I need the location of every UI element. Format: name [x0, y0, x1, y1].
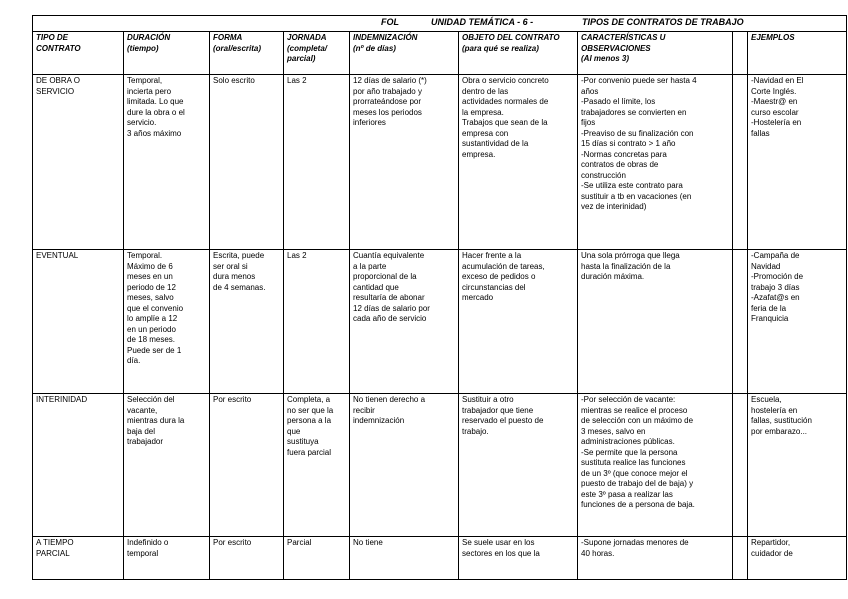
cell-line: de 4 semanas.: [213, 282, 266, 292]
cell-line: Temporal.: [127, 251, 163, 260]
cell-jornada: [284, 75, 350, 250]
cell-line: dentro de las: [462, 86, 509, 96]
cell-line: día.: [127, 356, 141, 365]
title-row: [33, 16, 847, 32]
cell-caracteristicas: [578, 250, 733, 394]
cell-line: Escrita, puede: [213, 251, 265, 260]
table-row: [33, 250, 847, 394]
cell-ejemplos: [748, 75, 847, 250]
cell-line: OBSERVACIONES: [581, 43, 651, 53]
cell-line: en un periodo: [127, 324, 176, 334]
cell-line: fallas: [751, 128, 770, 138]
cell-indemnizacion: [350, 394, 459, 537]
cell-jornada: [284, 394, 350, 537]
cell-gap: [733, 537, 748, 580]
cell-line: Por escrito: [213, 538, 252, 547]
cell-line: INTERINIDAD: [36, 395, 88, 404]
cell-line: baja del: [127, 426, 156, 436]
cell-line: mientras se realice el proceso: [581, 405, 688, 415]
cell-line: Las 2: [287, 76, 307, 85]
cell-line: (Al menos 3): [581, 54, 630, 63]
cell-line: la empresa.: [462, 107, 504, 117]
cell-line: reservado el puesto de: [462, 416, 544, 425]
cell-caracteristicas: [578, 394, 733, 537]
header-gap: [733, 32, 748, 75]
cell-indemnizacion: [350, 250, 459, 394]
cell-line: 15 días si contrato > 1 año: [581, 139, 676, 148]
cell-jornada: [284, 250, 350, 394]
cell-line: trabajo 3 días: [751, 282, 800, 292]
cell-line: cantidad que: [353, 282, 399, 292]
cell-line: Puede ser de 1: [127, 345, 182, 355]
cell-line: -Hostelería en: [751, 118, 802, 127]
cell-line: vez de interinidad): [581, 202, 647, 211]
cell-objeto: [459, 250, 578, 394]
cell-gap: [733, 250, 748, 394]
cell-line: trabajo.: [462, 426, 489, 436]
cell-line: dura menos: [213, 272, 256, 281]
cell-line: feria de la: [751, 303, 787, 313]
cell-line: Las 2: [287, 251, 307, 260]
cell-line: sectores en los que la: [462, 548, 540, 558]
cell-line: persona a la: [287, 416, 332, 425]
cell-line: (nº de días): [353, 43, 396, 53]
header-row: [33, 32, 847, 75]
cell-line: contratos de obras de: [581, 160, 659, 169]
cell-line: -Normas concretas para: [581, 149, 667, 159]
cell-line: por embarazo...: [751, 426, 808, 436]
cell-line: de un 3º (que conoce mejor el: [581, 468, 688, 478]
cell-line: puesto de trabajo del de baja) y: [581, 479, 694, 488]
cell-tipo: [33, 537, 124, 580]
cell-line: curso escolar: [751, 107, 799, 117]
cell-gap: [733, 75, 748, 250]
cell-line: proporcional de la: [353, 272, 417, 281]
cell-line: empresa con: [462, 128, 509, 138]
cell-duracion: [124, 75, 210, 250]
cell-line: DE OBRA O: [36, 76, 81, 85]
cell-line: servicio.: [127, 118, 157, 127]
cell-line: que el convenio: [127, 303, 184, 313]
cell-line: limitada. Lo que: [127, 97, 184, 106]
table-row: [33, 75, 847, 250]
cell-indemnizacion: [350, 537, 459, 580]
cell-line: (completa/: [287, 43, 328, 53]
cell-line: administraciones públicas.: [581, 437, 675, 446]
cell-caracteristicas: [578, 75, 733, 250]
cell-line: (para qué se realiza): [462, 43, 539, 53]
cell-line: PARCIAL: [36, 548, 70, 558]
cell-objeto: [459, 75, 578, 250]
cell-ejemplos: [748, 250, 847, 394]
cell-line: Completa, a: [287, 395, 331, 404]
title-fol: FOL: [381, 17, 399, 27]
cell-line: 12 días de salario por: [353, 303, 430, 313]
cell-line: -Promoción de: [751, 272, 804, 281]
cell-objeto: [459, 537, 578, 580]
cell-line: No tienen derecho a: [353, 395, 426, 404]
cell-line: actividades normales de: [462, 97, 549, 106]
cell-line: -Por convenio puede ser hasta 4: [581, 76, 697, 85]
cell-line: trabajador: [127, 437, 164, 446]
cell-line: SERVICIO: [36, 86, 75, 96]
cell-line: meses, salvo: [127, 293, 174, 302]
cell-line: Navidad: [751, 261, 781, 271]
cell-line: cada año de servicio: [353, 314, 427, 323]
cell-jornada: [284, 537, 350, 580]
cell-tipo: [33, 250, 124, 394]
cell-forma: [210, 394, 284, 537]
cell-line: sustituir a tb en vacaciones (en: [581, 191, 692, 201]
cell-line: -Azafat@s en: [751, 293, 800, 302]
cell-line: mercado: [462, 293, 494, 302]
header-objeto: [459, 32, 578, 75]
cell-line: duración máxima.: [581, 272, 645, 281]
cell-line: por año trabajado y: [353, 86, 422, 96]
cell-line: Escuela,: [751, 395, 782, 404]
cell-line: ser oral si: [213, 261, 248, 271]
cell-line: CARACTERÍSTICAS U: [581, 33, 666, 42]
cell-line: -Se permite que la persona: [581, 447, 678, 457]
cell-gap: [733, 394, 748, 537]
cell-line: OBJETO DEL CONTRATO: [462, 33, 560, 42]
cell-line: DURACIÓN: [127, 33, 171, 42]
cell-line: indemnización: [353, 416, 405, 425]
cell-line: periodo de 12: [127, 282, 176, 292]
cell-line: Selección del: [127, 395, 175, 404]
cell-line: Indefinido o: [127, 538, 169, 547]
header-caracteristicas: [578, 32, 733, 75]
cell-line: este 3º pasa a realizar las: [581, 489, 673, 499]
cell-line: trabajadores se convierten en: [581, 107, 687, 117]
cell-line: Máximo de 6: [127, 261, 173, 271]
cell-line: Hacer frente a la: [462, 251, 522, 260]
cell-line: dure la obra o el: [127, 107, 185, 117]
cell-line: 3 meses, salvo en: [581, 426, 646, 436]
cell-tipo: [33, 75, 124, 250]
cell-line: de selección con un máximo de: [581, 416, 694, 425]
table-row: [33, 394, 847, 537]
cell-line: Repartidor,: [751, 538, 791, 547]
cell-line: 40 horas.: [581, 548, 615, 558]
cell-line: resultaría de abonar: [353, 293, 425, 302]
cell-objeto: [459, 394, 578, 537]
cell-line: Por escrito: [213, 395, 252, 404]
cell-tipo: [33, 394, 124, 537]
cell-line: -Maestr@ en: [751, 97, 798, 106]
cell-line: EJEMPLOS: [751, 33, 795, 42]
cell-line: parcial): [287, 54, 316, 63]
cell-line: vacante,: [127, 405, 158, 415]
cell-line: Solo escrito: [213, 76, 255, 85]
cell-line: -Campaña de: [751, 251, 800, 260]
cell-forma: [210, 537, 284, 580]
cell-line: acumulación de tareas,: [462, 261, 545, 271]
cell-line: Temporal,: [127, 76, 163, 85]
contracts-table: [32, 15, 847, 580]
cell-line: temporal: [127, 548, 159, 558]
cell-line: 12 días de salario (*): [353, 76, 427, 85]
cell-line: años: [581, 86, 599, 96]
cell-line: -Por selección de vacante:: [581, 395, 676, 404]
cell-line: A TIEMPO: [36, 538, 74, 547]
cell-line: trabajador que tiene: [462, 405, 534, 415]
cell-line: inferiores: [353, 118, 386, 127]
cell-line: fuera parcial: [287, 447, 332, 457]
cell-line: No tiene: [353, 538, 383, 547]
cell-line: circunstancias del: [462, 282, 526, 292]
header-indemnizacion: [350, 32, 459, 75]
cell-line: EVENTUAL: [36, 251, 79, 260]
cell-line: sustituta realice las funciones: [581, 458, 686, 467]
cell-caracteristicas: [578, 537, 733, 580]
cell-line: -Preaviso de su finalización con: [581, 128, 694, 138]
cell-line: Sustituir a otro: [462, 395, 514, 404]
cell-line: Corte Inglés.: [751, 86, 797, 96]
cell-line: cuidador de: [751, 548, 793, 558]
cell-line: empresa.: [462, 149, 496, 159]
cell-line: funciones de a persona de baja.: [581, 500, 695, 509]
cell-line: FORMA: [213, 33, 243, 42]
cell-line: -Navidad en El: [751, 76, 804, 85]
cell-line: no ser que la: [287, 405, 334, 415]
cell-line: Se suele usar en los: [462, 538, 535, 547]
cell-line: mientras dura la: [127, 416, 185, 425]
cell-line: Cuantía equivalente: [353, 251, 425, 260]
header-ejemplos: [748, 32, 847, 75]
cell-line: sustituya: [287, 437, 319, 446]
cell-line: -Se utiliza este contrato para: [581, 181, 683, 190]
cell-line: TIPO DE: [36, 33, 69, 42]
cell-line: 3 años máximo: [127, 128, 182, 138]
cell-forma: [210, 75, 284, 250]
cell-line: -Pasado el límite, los: [581, 97, 656, 106]
cell-line: fallas, sustitución: [751, 416, 812, 425]
cell-line: hostelería en: [751, 405, 798, 415]
cell-line: (oral/escrita): [213, 43, 262, 53]
cell-line: fijos: [581, 118, 596, 127]
cell-line: meses en un: [127, 272, 173, 281]
cell-line: CONTRATO: [36, 43, 81, 53]
cell-line: meses los periodos: [353, 107, 422, 117]
title-cell: [33, 16, 847, 32]
cell-forma: [210, 250, 284, 394]
cell-line: de 18 meses.: [127, 335, 176, 344]
cell-duracion: [124, 537, 210, 580]
cell-line: Obra o servicio concreto: [462, 76, 549, 85]
title-unidad: UNIDAD TEMÁTICA - 6 -: [431, 17, 534, 27]
cell-line: a la parte: [353, 261, 387, 271]
cell-line: construcción: [581, 170, 626, 180]
cell-line: prorrateándose por: [353, 97, 422, 106]
header-tipo: [33, 32, 124, 75]
table-row: [33, 537, 847, 580]
cell-line: Parcial: [287, 538, 312, 547]
header-duracion: [124, 32, 210, 75]
cell-line: lo amplíe a 12: [127, 314, 178, 323]
title-tipos: TIPOS DE CONTRATOS DE TRABAJO: [582, 17, 744, 27]
header-jornada: [284, 32, 350, 75]
cell-line: exceso de pedidos o: [462, 272, 536, 281]
cell-line: hasta la finalización de la: [581, 261, 671, 271]
cell-line: JORNADA: [287, 33, 327, 42]
cell-line: (tiempo): [127, 43, 159, 53]
cell-line: INDEMNIZACIÓN: [353, 33, 418, 42]
cell-line: incierta pero: [127, 86, 172, 96]
cell-line: sustantividad de la: [462, 139, 529, 148]
cell-line: Franquicia: [751, 314, 789, 323]
cell-duracion: [124, 250, 210, 394]
cell-indemnizacion: [350, 75, 459, 250]
cell-line: -Supone jornadas menores de: [581, 538, 689, 547]
cell-line: que: [287, 426, 301, 436]
cell-ejemplos: [748, 537, 847, 580]
cell-line: recibir: [353, 405, 375, 415]
cell-line: Trabajos que sean de la: [462, 118, 548, 127]
cell-ejemplos: [748, 394, 847, 537]
cell-duracion: [124, 394, 210, 537]
header-forma: [210, 32, 284, 75]
cell-line: Una sola prórroga que llega: [581, 251, 680, 260]
